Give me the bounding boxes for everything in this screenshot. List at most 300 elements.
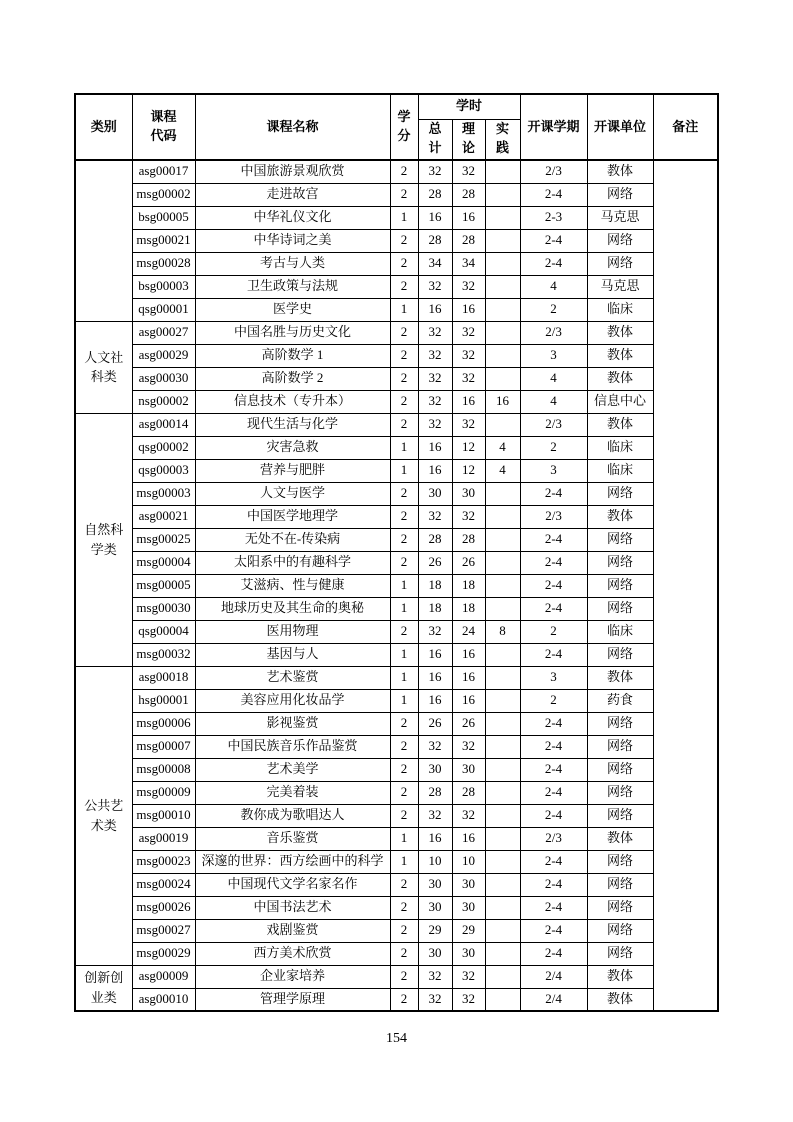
hours-practice-cell <box>485 505 520 528</box>
table-row <box>75 712 718 735</box>
unit-cell: 教体 <box>587 344 653 367</box>
unit-cell: 网络 <box>587 229 653 252</box>
table-row <box>75 896 718 919</box>
hours-theory-cell: 32 <box>452 804 485 827</box>
hours-practice-cell <box>485 781 520 804</box>
semester-cell: 2-4 <box>520 551 587 574</box>
hours-total-cell: 30 <box>418 873 452 896</box>
page-number: 154 <box>386 1031 407 1046</box>
credit-cell: 1 <box>390 666 418 689</box>
course-name-cell: 艾滋病、性与健康 <box>195 574 390 597</box>
course-code-cell: msg00025 <box>132 528 195 551</box>
hours-theory-cell: 28 <box>452 528 485 551</box>
course-name-cell: 中国民族音乐作品鉴赏 <box>195 735 390 758</box>
hours-theory-cell: 26 <box>452 712 485 735</box>
table-row <box>75 988 718 1011</box>
course-code-cell: qsg00001 <box>132 298 195 321</box>
hours-total-cell: 16 <box>418 666 452 689</box>
header-remarks: 备注 <box>653 94 718 160</box>
hours-theory-cell: 32 <box>452 735 485 758</box>
category-label: 创新创业类 <box>84 970 124 1005</box>
hours-practice-cell <box>485 942 520 965</box>
course-code-cell: msg00028 <box>132 252 195 275</box>
unit-cell: 教体 <box>587 367 653 390</box>
hours-practice-cell <box>485 597 520 620</box>
hours-theory-cell: 30 <box>452 896 485 919</box>
hours-practice-cell <box>485 482 520 505</box>
course-code-cell: msg00032 <box>132 643 195 666</box>
course-code-cell: asg00030 <box>132 367 195 390</box>
course-name-cell: 人文与医学 <box>195 482 390 505</box>
header-hours: 学时 <box>418 94 520 119</box>
course-code-cell: msg00023 <box>132 850 195 873</box>
credit-cell: 2 <box>390 873 418 896</box>
credit-cell: 1 <box>390 436 418 459</box>
credit-cell: 2 <box>390 804 418 827</box>
table-row <box>75 804 718 827</box>
hours-total-cell: 30 <box>418 942 452 965</box>
hours-practice-cell <box>485 873 520 896</box>
credit-cell: 2 <box>390 965 418 988</box>
course-name-cell: 中华诗词之美 <box>195 229 390 252</box>
unit-cell: 网络 <box>587 781 653 804</box>
course-code-cell: msg00007 <box>132 735 195 758</box>
table-row <box>75 965 718 988</box>
credit-cell: 2 <box>390 229 418 252</box>
semester-cell: 3 <box>520 344 587 367</box>
hours-theory-cell: 16 <box>452 298 485 321</box>
header-hours-total: 总计 <box>418 119 452 160</box>
semester-cell: 2/4 <box>520 965 587 988</box>
hours-total-cell: 16 <box>418 827 452 850</box>
hours-practice-cell: 4 <box>485 459 520 482</box>
hours-practice-cell <box>485 275 520 298</box>
hours-practice-cell: 16 <box>485 390 520 413</box>
course-name-cell: 卫生政策与法规 <box>195 275 390 298</box>
hours-theory-cell: 32 <box>452 344 485 367</box>
unit-cell: 网络 <box>587 597 653 620</box>
course-name-cell: 灾害急救 <box>195 436 390 459</box>
course-name-cell: 影视鉴赏 <box>195 712 390 735</box>
hours-total-cell: 16 <box>418 459 452 482</box>
credit-cell: 1 <box>390 827 418 850</box>
hours-practice-cell <box>485 413 520 436</box>
course-name-cell: 艺术鉴赏 <box>195 666 390 689</box>
hours-total-cell: 16 <box>418 689 452 712</box>
course-code-cell: bsg00005 <box>132 206 195 229</box>
course-name-cell: 教你成为歌唱达人 <box>195 804 390 827</box>
hours-practice-cell <box>485 689 520 712</box>
semester-cell: 2-4 <box>520 183 587 206</box>
course-name-cell: 现代生活与化学 <box>195 413 390 436</box>
semester-cell: 4 <box>520 367 587 390</box>
course-code-cell: msg00009 <box>132 781 195 804</box>
unit-cell: 网络 <box>587 712 653 735</box>
hours-theory-cell: 30 <box>452 758 485 781</box>
hours-theory-cell: 28 <box>452 229 485 252</box>
hours-total-cell: 10 <box>418 850 452 873</box>
table-body <box>75 160 718 1011</box>
course-code-cell: msg00024 <box>132 873 195 896</box>
semester-cell: 2 <box>520 436 587 459</box>
unit-cell: 网络 <box>587 873 653 896</box>
table-row <box>75 758 718 781</box>
table-row <box>75 528 718 551</box>
semester-cell: 2-4 <box>520 873 587 896</box>
hours-total-cell: 32 <box>418 804 452 827</box>
hours-practice-cell <box>485 252 520 275</box>
semester-cell: 2-4 <box>520 735 587 758</box>
table-row <box>75 689 718 712</box>
credit-cell: 2 <box>390 735 418 758</box>
credit-cell: 2 <box>390 413 418 436</box>
credit-cell: 2 <box>390 505 418 528</box>
unit-cell: 教体 <box>587 413 653 436</box>
credit-cell: 1 <box>390 206 418 229</box>
course-code-cell: asg00014 <box>132 413 195 436</box>
course-code-cell: asg00018 <box>132 666 195 689</box>
table-row <box>75 206 718 229</box>
hours-practice-cell <box>485 850 520 873</box>
course-code-cell: msg00006 <box>132 712 195 735</box>
hours-practice-cell <box>485 229 520 252</box>
unit-cell: 教体 <box>587 666 653 689</box>
course-name-cell: 企业家培养 <box>195 965 390 988</box>
semester-cell: 2-4 <box>520 781 587 804</box>
hours-theory-cell: 12 <box>452 436 485 459</box>
semester-cell: 2-4 <box>520 229 587 252</box>
category-label: 公共艺术类 <box>84 798 124 833</box>
unit-cell: 教体 <box>587 965 653 988</box>
credit-cell: 1 <box>390 643 418 666</box>
unit-cell: 临床 <box>587 459 653 482</box>
hours-theory-cell: 16 <box>452 643 485 666</box>
unit-cell: 网络 <box>587 919 653 942</box>
header-unit: 开课单位 <box>587 94 653 160</box>
table-row <box>75 505 718 528</box>
semester-cell: 2-4 <box>520 942 587 965</box>
semester-cell: 2-4 <box>520 804 587 827</box>
semester-cell: 3 <box>520 459 587 482</box>
hours-theory-cell: 12 <box>452 459 485 482</box>
hours-total-cell: 30 <box>418 482 452 505</box>
hours-total-cell: 32 <box>418 735 452 758</box>
course-name-cell: 完美着装 <box>195 781 390 804</box>
course-code-cell: asg00021 <box>132 505 195 528</box>
hours-practice-cell <box>485 712 520 735</box>
table-row <box>75 183 718 206</box>
category-cell <box>75 160 132 321</box>
hours-practice-cell <box>485 574 520 597</box>
semester-cell: 2-4 <box>520 919 587 942</box>
course-name-cell: 营养与肥胖 <box>195 459 390 482</box>
hours-total-cell: 16 <box>418 206 452 229</box>
semester-cell: 4 <box>520 275 587 298</box>
header-credit: 学分 <box>390 94 418 160</box>
course-name-cell: 医学史 <box>195 298 390 321</box>
credit-cell: 2 <box>390 758 418 781</box>
hours-theory-cell: 29 <box>452 919 485 942</box>
semester-cell: 4 <box>520 390 587 413</box>
credit-cell: 2 <box>390 390 418 413</box>
course-name-cell: 中国旅游景观欣赏 <box>195 160 390 183</box>
course-name-cell: 音乐鉴赏 <box>195 827 390 850</box>
hours-practice-cell <box>485 160 520 183</box>
semester-cell: 2/3 <box>520 827 587 850</box>
course-name-cell: 走进故宫 <box>195 183 390 206</box>
credit-cell: 1 <box>390 574 418 597</box>
table-row <box>75 551 718 574</box>
course-code-cell: msg00026 <box>132 896 195 919</box>
credit-cell: 1 <box>390 298 418 321</box>
header-hours-practice: 实践 <box>485 119 520 160</box>
table-row <box>75 850 718 873</box>
semester-cell: 2-3 <box>520 206 587 229</box>
hours-practice-cell <box>485 206 520 229</box>
hours-practice-cell <box>485 965 520 988</box>
header-course-name: 课程名称 <box>195 94 390 160</box>
credit-cell: 2 <box>390 252 418 275</box>
hours-theory-cell: 16 <box>452 689 485 712</box>
hours-practice-cell <box>485 367 520 390</box>
hours-theory-cell: 18 <box>452 597 485 620</box>
unit-cell: 网络 <box>587 850 653 873</box>
credit-cell: 2 <box>390 160 418 183</box>
unit-cell: 网络 <box>587 735 653 758</box>
hours-theory-cell: 32 <box>452 367 485 390</box>
course-name-cell: 戏剧鉴赏 <box>195 919 390 942</box>
table-row <box>75 643 718 666</box>
hours-theory-cell: 32 <box>452 321 485 344</box>
hours-theory-cell: 18 <box>452 574 485 597</box>
hours-total-cell: 28 <box>418 183 452 206</box>
table-row <box>75 390 718 413</box>
course-name-cell: 西方美术欣赏 <box>195 942 390 965</box>
hours-total-cell: 26 <box>418 551 452 574</box>
course-name-cell: 中国现代文学名家名作 <box>195 873 390 896</box>
table-row <box>75 367 718 390</box>
credit-cell: 1 <box>390 459 418 482</box>
course-name-cell: 考古与人类 <box>195 252 390 275</box>
hours-total-cell: 32 <box>418 505 452 528</box>
course-code-cell: asg00029 <box>132 344 195 367</box>
credit-cell: 1 <box>390 689 418 712</box>
unit-cell: 网络 <box>587 574 653 597</box>
table-row <box>75 735 718 758</box>
category-label: 人文社科类 <box>84 349 124 384</box>
course-table <box>74 93 719 1012</box>
unit-cell: 网络 <box>587 758 653 781</box>
course-code-cell: msg00030 <box>132 597 195 620</box>
unit-cell: 教体 <box>587 160 653 183</box>
hours-total-cell: 16 <box>418 436 452 459</box>
unit-cell: 网络 <box>587 804 653 827</box>
hours-theory-cell: 30 <box>452 873 485 896</box>
course-name-cell: 艺术美学 <box>195 758 390 781</box>
table-row <box>75 298 718 321</box>
hours-theory-cell: 28 <box>452 781 485 804</box>
hours-total-cell: 28 <box>418 229 452 252</box>
hours-total-cell: 16 <box>418 643 452 666</box>
course-name-cell: 无处不在-传染病 <box>195 528 390 551</box>
table-row <box>75 597 718 620</box>
table-row <box>75 620 718 643</box>
unit-cell: 信息中心 <box>587 390 653 413</box>
course-name-cell: 基因与人 <box>195 643 390 666</box>
unit-cell: 教体 <box>587 321 653 344</box>
credit-cell: 2 <box>390 781 418 804</box>
semester-cell: 2 <box>520 689 587 712</box>
course-code-cell: asg00009 <box>132 965 195 988</box>
credit-cell: 1 <box>390 850 418 873</box>
unit-cell: 网络 <box>587 896 653 919</box>
hours-total-cell: 32 <box>418 620 452 643</box>
table-row <box>75 229 718 252</box>
unit-cell: 马克思 <box>587 206 653 229</box>
hours-theory-cell: 30 <box>452 942 485 965</box>
table-row <box>75 942 718 965</box>
semester-cell: 2-4 <box>520 850 587 873</box>
hours-practice-cell <box>485 758 520 781</box>
hours-total-cell: 32 <box>418 988 452 1011</box>
course-name-cell: 中国名胜与历史文化 <box>195 321 390 344</box>
course-code-cell: msg00004 <box>132 551 195 574</box>
credit-cell: 2 <box>390 551 418 574</box>
hours-total-cell: 32 <box>418 390 452 413</box>
hours-theory-cell: 30 <box>452 482 485 505</box>
hours-practice-cell <box>485 988 520 1011</box>
hours-practice-cell <box>485 735 520 758</box>
course-code-cell: qsg00004 <box>132 620 195 643</box>
table-row <box>75 344 718 367</box>
category-cell <box>75 413 132 666</box>
semester-cell: 2/3 <box>520 505 587 528</box>
credit-cell: 2 <box>390 367 418 390</box>
hours-practice-cell <box>485 183 520 206</box>
hours-theory-cell: 32 <box>452 160 485 183</box>
hours-practice-cell: 8 <box>485 620 520 643</box>
hours-theory-cell: 32 <box>452 275 485 298</box>
course-name-cell: 信息技术（专升本） <box>195 390 390 413</box>
unit-cell: 网络 <box>587 252 653 275</box>
credit-cell: 2 <box>390 275 418 298</box>
table-row <box>75 321 718 344</box>
unit-cell: 临床 <box>587 298 653 321</box>
hours-total-cell: 30 <box>418 896 452 919</box>
hours-total-cell: 34 <box>418 252 452 275</box>
course-code-cell: msg00005 <box>132 574 195 597</box>
hours-practice-cell <box>485 321 520 344</box>
semester-cell: 2-4 <box>520 643 587 666</box>
hours-total-cell: 32 <box>418 275 452 298</box>
credit-cell: 2 <box>390 321 418 344</box>
semester-cell: 2-4 <box>520 758 587 781</box>
course-code-cell: qsg00002 <box>132 436 195 459</box>
hours-practice-cell <box>485 919 520 942</box>
semester-cell: 2/3 <box>520 413 587 436</box>
semester-cell: 2/3 <box>520 160 587 183</box>
hours-total-cell: 16 <box>418 298 452 321</box>
hours-theory-cell: 32 <box>452 988 485 1011</box>
semester-cell: 2 <box>520 620 587 643</box>
unit-cell: 网络 <box>587 183 653 206</box>
hours-theory-cell: 16 <box>452 206 485 229</box>
table-row <box>75 781 718 804</box>
course-name-cell: 美容应用化妆品学 <box>195 689 390 712</box>
table-row <box>75 574 718 597</box>
course-name-cell: 管理学原理 <box>195 988 390 1011</box>
credit-cell: 1 <box>390 597 418 620</box>
hours-practice-cell <box>485 344 520 367</box>
course-code-cell: asg00017 <box>132 160 195 183</box>
hours-theory-cell: 24 <box>452 620 485 643</box>
hours-theory-cell: 32 <box>452 505 485 528</box>
unit-cell: 网络 <box>587 643 653 666</box>
credit-cell: 2 <box>390 620 418 643</box>
unit-cell: 网络 <box>587 482 653 505</box>
unit-cell: 教体 <box>587 988 653 1011</box>
hours-total-cell: 18 <box>418 597 452 620</box>
hours-theory-cell: 34 <box>452 252 485 275</box>
course-code-cell: msg00021 <box>132 229 195 252</box>
category-cell <box>75 666 132 965</box>
course-code-cell: nsg00002 <box>132 390 195 413</box>
table-row <box>75 482 718 505</box>
course-code-cell: asg00019 <box>132 827 195 850</box>
table-row <box>75 436 718 459</box>
course-name-cell: 中国书法艺术 <box>195 896 390 919</box>
unit-cell: 临床 <box>587 436 653 459</box>
course-code-cell: msg00003 <box>132 482 195 505</box>
category-cell <box>75 321 132 413</box>
semester-cell: 2/3 <box>520 321 587 344</box>
course-name-cell: 高阶数学 1 <box>195 344 390 367</box>
course-name-cell: 深邃的世界：西方绘画中的科学 <box>195 850 390 873</box>
credit-cell: 2 <box>390 896 418 919</box>
semester-cell: 2/4 <box>520 988 587 1011</box>
course-name-cell: 中华礼仪文化 <box>195 206 390 229</box>
hours-theory-cell: 28 <box>452 183 485 206</box>
semester-cell: 2-4 <box>520 712 587 735</box>
table-row <box>75 919 718 942</box>
hours-total-cell: 18 <box>418 574 452 597</box>
hours-practice-cell: 4 <box>485 436 520 459</box>
course-code-cell: msg00010 <box>132 804 195 827</box>
course-code-cell: msg00027 <box>132 919 195 942</box>
credit-cell: 2 <box>390 988 418 1011</box>
header-course-code: 课程代码 <box>132 94 195 160</box>
semester-cell: 2 <box>520 298 587 321</box>
hours-practice-cell <box>485 528 520 551</box>
table-row <box>75 160 718 183</box>
hours-total-cell: 32 <box>418 160 452 183</box>
table-row <box>75 413 718 436</box>
credit-cell: 2 <box>390 528 418 551</box>
table-row <box>75 873 718 896</box>
course-name-cell: 医用物理 <box>195 620 390 643</box>
hours-practice-cell <box>485 666 520 689</box>
table-header <box>75 94 718 160</box>
table-row <box>75 827 718 850</box>
hours-theory-cell: 16 <box>452 390 485 413</box>
hours-total-cell: 32 <box>418 413 452 436</box>
hours-theory-cell: 10 <box>452 850 485 873</box>
table-row <box>75 275 718 298</box>
hours-practice-cell <box>485 804 520 827</box>
hours-total-cell: 30 <box>418 758 452 781</box>
semester-cell: 2-4 <box>520 574 587 597</box>
course-code-cell: msg00002 <box>132 183 195 206</box>
